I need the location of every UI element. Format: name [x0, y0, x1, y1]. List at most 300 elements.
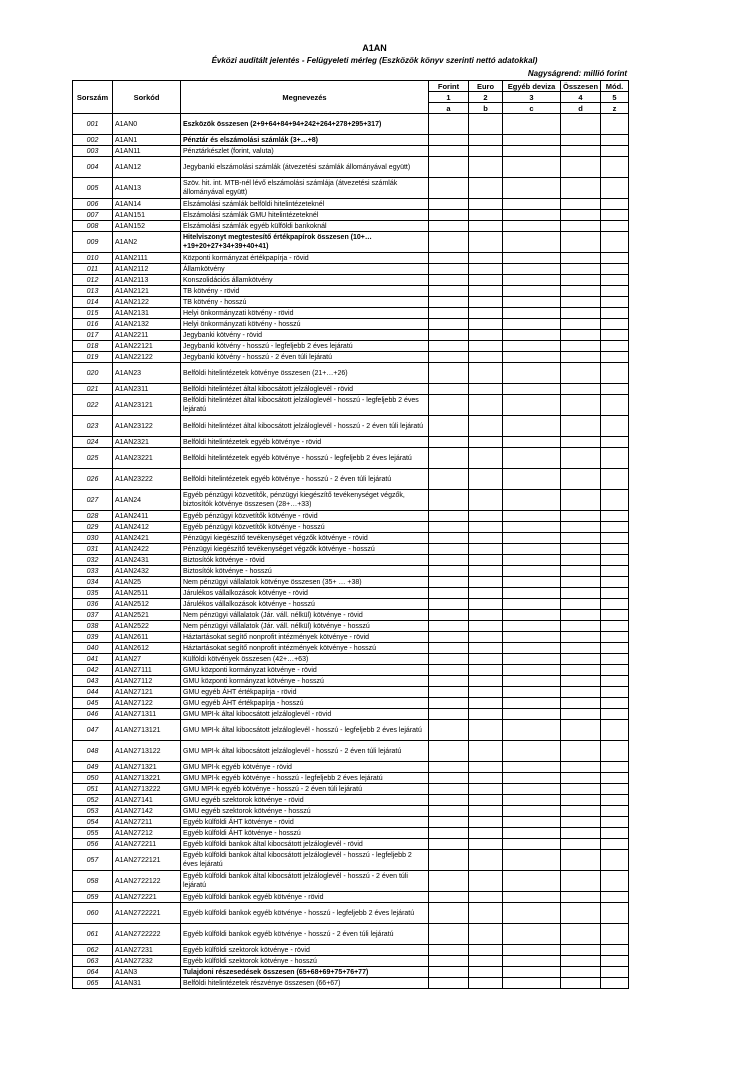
value-cell-egyeb-deviza[interactable] — [503, 157, 561, 178]
value-cell-forint[interactable] — [429, 839, 469, 850]
value-cell-osszesen[interactable] — [561, 817, 601, 828]
value-cell-osszesen[interactable] — [561, 511, 601, 522]
value-cell-forint[interactable] — [429, 773, 469, 784]
value-cell-osszesen[interactable] — [561, 665, 601, 676]
value-cell-euro[interactable] — [469, 709, 503, 720]
value-cell-osszesen[interactable] — [561, 676, 601, 687]
value-cell-egyeb-deviza[interactable] — [503, 544, 561, 555]
value-cell-mod[interactable] — [601, 828, 629, 839]
value-cell-osszesen[interactable] — [561, 469, 601, 490]
value-cell-euro[interactable] — [469, 850, 503, 871]
value-cell-mod[interactable] — [601, 806, 629, 817]
value-cell-mod[interactable] — [601, 978, 629, 989]
value-cell-euro[interactable] — [469, 264, 503, 275]
value-cell-forint[interactable] — [429, 157, 469, 178]
value-cell-forint[interactable] — [429, 967, 469, 978]
value-cell-osszesen[interactable] — [561, 533, 601, 544]
value-cell-mod[interactable] — [601, 135, 629, 146]
value-cell-forint[interactable] — [429, 784, 469, 795]
value-cell-egyeb-deviza[interactable] — [503, 319, 561, 330]
value-cell-euro[interactable] — [469, 232, 503, 253]
value-cell-mod[interactable] — [601, 253, 629, 264]
value-cell-euro[interactable] — [469, 199, 503, 210]
value-cell-euro[interactable] — [469, 363, 503, 384]
value-cell-osszesen[interactable] — [561, 363, 601, 384]
value-cell-osszesen[interactable] — [561, 643, 601, 654]
value-cell-euro[interactable] — [469, 437, 503, 448]
value-cell-euro[interactable] — [469, 511, 503, 522]
value-cell-euro[interactable] — [469, 892, 503, 903]
value-cell-euro[interactable] — [469, 945, 503, 956]
value-cell-osszesen[interactable] — [561, 773, 601, 784]
value-cell-mod[interactable] — [601, 511, 629, 522]
value-cell-euro[interactable] — [469, 490, 503, 511]
value-cell-egyeb-deviza[interactable] — [503, 221, 561, 232]
value-cell-osszesen[interactable] — [561, 850, 601, 871]
value-cell-egyeb-deviza[interactable] — [503, 146, 561, 157]
value-cell-egyeb-deviza[interactable] — [503, 588, 561, 599]
value-cell-egyeb-deviza[interactable] — [503, 178, 561, 199]
value-cell-euro[interactable] — [469, 146, 503, 157]
value-cell-egyeb-deviza[interactable] — [503, 448, 561, 469]
value-cell-osszesen[interactable] — [561, 319, 601, 330]
value-cell-euro[interactable] — [469, 903, 503, 924]
value-cell-forint[interactable] — [429, 762, 469, 773]
value-cell-egyeb-deviza[interactable] — [503, 956, 561, 967]
value-cell-forint[interactable] — [429, 687, 469, 698]
value-cell-osszesen[interactable] — [561, 395, 601, 416]
value-cell-forint[interactable] — [429, 308, 469, 319]
value-cell-forint[interactable] — [429, 741, 469, 762]
value-cell-mod[interactable] — [601, 297, 629, 308]
value-cell-forint[interactable] — [429, 610, 469, 621]
value-cell-mod[interactable] — [601, 924, 629, 945]
value-cell-forint[interactable] — [429, 341, 469, 352]
value-cell-euro[interactable] — [469, 762, 503, 773]
value-cell-forint[interactable] — [429, 643, 469, 654]
value-cell-egyeb-deviza[interactable] — [503, 341, 561, 352]
value-cell-egyeb-deviza[interactable] — [503, 978, 561, 989]
value-cell-euro[interactable] — [469, 135, 503, 146]
value-cell-osszesen[interactable] — [561, 709, 601, 720]
value-cell-egyeb-deviza[interactable] — [503, 967, 561, 978]
value-cell-euro[interactable] — [469, 319, 503, 330]
value-cell-osszesen[interactable] — [561, 221, 601, 232]
value-cell-euro[interactable] — [469, 577, 503, 588]
value-cell-mod[interactable] — [601, 795, 629, 806]
value-cell-mod[interactable] — [601, 544, 629, 555]
value-cell-mod[interactable] — [601, 330, 629, 341]
value-cell-egyeb-deviza[interactable] — [503, 709, 561, 720]
value-cell-osszesen[interactable] — [561, 199, 601, 210]
value-cell-osszesen[interactable] — [561, 720, 601, 741]
value-cell-euro[interactable] — [469, 871, 503, 892]
value-cell-osszesen[interactable] — [561, 135, 601, 146]
value-cell-forint[interactable] — [429, 363, 469, 384]
value-cell-forint[interactable] — [429, 795, 469, 806]
value-cell-forint[interactable] — [429, 522, 469, 533]
value-cell-mod[interactable] — [601, 632, 629, 643]
value-cell-euro[interactable] — [469, 687, 503, 698]
value-cell-forint[interactable] — [429, 709, 469, 720]
value-cell-mod[interactable] — [601, 232, 629, 253]
value-cell-osszesen[interactable] — [561, 903, 601, 924]
value-cell-osszesen[interactable] — [561, 352, 601, 363]
value-cell-egyeb-deviza[interactable] — [503, 416, 561, 437]
value-cell-mod[interactable] — [601, 221, 629, 232]
value-cell-egyeb-deviza[interactable] — [503, 698, 561, 709]
value-cell-osszesen[interactable] — [561, 588, 601, 599]
value-cell-osszesen[interactable] — [561, 555, 601, 566]
value-cell-egyeb-deviza[interactable] — [503, 566, 561, 577]
value-cell-egyeb-deviza[interactable] — [503, 687, 561, 698]
value-cell-euro[interactable] — [469, 157, 503, 178]
value-cell-osszesen[interactable] — [561, 654, 601, 665]
value-cell-mod[interactable] — [601, 577, 629, 588]
value-cell-forint[interactable] — [429, 286, 469, 297]
value-cell-forint[interactable] — [429, 665, 469, 676]
value-cell-euro[interactable] — [469, 253, 503, 264]
value-cell-osszesen[interactable] — [561, 146, 601, 157]
value-cell-osszesen[interactable] — [561, 210, 601, 221]
value-cell-osszesen[interactable] — [561, 839, 601, 850]
value-cell-forint[interactable] — [429, 352, 469, 363]
value-cell-forint[interactable] — [429, 275, 469, 286]
value-cell-egyeb-deviza[interactable] — [503, 135, 561, 146]
value-cell-egyeb-deviza[interactable] — [503, 632, 561, 643]
value-cell-mod[interactable] — [601, 762, 629, 773]
value-cell-mod[interactable] — [601, 157, 629, 178]
value-cell-mod[interactable] — [601, 850, 629, 871]
value-cell-mod[interactable] — [601, 286, 629, 297]
value-cell-forint[interactable] — [429, 945, 469, 956]
value-cell-euro[interactable] — [469, 384, 503, 395]
value-cell-mod[interactable] — [601, 817, 629, 828]
value-cell-egyeb-deviza[interactable] — [503, 232, 561, 253]
value-cell-osszesen[interactable] — [561, 795, 601, 806]
value-cell-euro[interactable] — [469, 665, 503, 676]
value-cell-euro[interactable] — [469, 533, 503, 544]
value-cell-osszesen[interactable] — [561, 806, 601, 817]
value-cell-mod[interactable] — [601, 741, 629, 762]
value-cell-osszesen[interactable] — [561, 286, 601, 297]
value-cell-forint[interactable] — [429, 114, 469, 135]
value-cell-mod[interactable] — [601, 522, 629, 533]
value-cell-euro[interactable] — [469, 522, 503, 533]
value-cell-euro[interactable] — [469, 448, 503, 469]
value-cell-euro[interactable] — [469, 341, 503, 352]
value-cell-euro[interactable] — [469, 275, 503, 286]
value-cell-euro[interactable] — [469, 178, 503, 199]
value-cell-egyeb-deviza[interactable] — [503, 924, 561, 945]
value-cell-forint[interactable] — [429, 253, 469, 264]
value-cell-forint[interactable] — [429, 330, 469, 341]
value-cell-osszesen[interactable] — [561, 687, 601, 698]
value-cell-mod[interactable] — [601, 395, 629, 416]
value-cell-mod[interactable] — [601, 384, 629, 395]
value-cell-egyeb-deviza[interactable] — [503, 720, 561, 741]
value-cell-euro[interactable] — [469, 643, 503, 654]
value-cell-osszesen[interactable] — [561, 762, 601, 773]
value-cell-mod[interactable] — [601, 448, 629, 469]
value-cell-mod[interactable] — [601, 178, 629, 199]
value-cell-osszesen[interactable] — [561, 416, 601, 437]
value-cell-euro[interactable] — [469, 610, 503, 621]
value-cell-egyeb-deviza[interactable] — [503, 599, 561, 610]
value-cell-egyeb-deviza[interactable] — [503, 522, 561, 533]
value-cell-forint[interactable] — [429, 146, 469, 157]
value-cell-euro[interactable] — [469, 599, 503, 610]
value-cell-euro[interactable] — [469, 773, 503, 784]
value-cell-osszesen[interactable] — [561, 437, 601, 448]
value-cell-mod[interactable] — [601, 773, 629, 784]
value-cell-egyeb-deviza[interactable] — [503, 817, 561, 828]
value-cell-euro[interactable] — [469, 828, 503, 839]
value-cell-egyeb-deviza[interactable] — [503, 621, 561, 632]
value-cell-euro[interactable] — [469, 924, 503, 945]
value-cell-forint[interactable] — [429, 395, 469, 416]
value-cell-osszesen[interactable] — [561, 341, 601, 352]
value-cell-mod[interactable] — [601, 945, 629, 956]
value-cell-forint[interactable] — [429, 806, 469, 817]
value-cell-mod[interactable] — [601, 784, 629, 795]
value-cell-mod[interactable] — [601, 709, 629, 720]
value-cell-osszesen[interactable] — [561, 544, 601, 555]
value-cell-osszesen[interactable] — [561, 698, 601, 709]
value-cell-osszesen[interactable] — [561, 599, 601, 610]
value-cell-egyeb-deviza[interactable] — [503, 533, 561, 544]
value-cell-mod[interactable] — [601, 555, 629, 566]
value-cell-forint[interactable] — [429, 135, 469, 146]
value-cell-mod[interactable] — [601, 610, 629, 621]
value-cell-euro[interactable] — [469, 784, 503, 795]
value-cell-mod[interactable] — [601, 687, 629, 698]
value-cell-osszesen[interactable] — [561, 275, 601, 286]
value-cell-forint[interactable] — [429, 698, 469, 709]
value-cell-egyeb-deviza[interactable] — [503, 903, 561, 924]
value-cell-osszesen[interactable] — [561, 330, 601, 341]
value-cell-mod[interactable] — [601, 319, 629, 330]
value-cell-mod[interactable] — [601, 490, 629, 511]
value-cell-mod[interactable] — [601, 469, 629, 490]
value-cell-euro[interactable] — [469, 741, 503, 762]
value-cell-euro[interactable] — [469, 555, 503, 566]
value-cell-euro[interactable] — [469, 297, 503, 308]
value-cell-forint[interactable] — [429, 599, 469, 610]
value-cell-euro[interactable] — [469, 286, 503, 297]
value-cell-egyeb-deviza[interactable] — [503, 643, 561, 654]
value-cell-osszesen[interactable] — [561, 741, 601, 762]
value-cell-mod[interactable] — [601, 264, 629, 275]
value-cell-egyeb-deviza[interactable] — [503, 363, 561, 384]
value-cell-osszesen[interactable] — [561, 577, 601, 588]
value-cell-forint[interactable] — [429, 828, 469, 839]
value-cell-forint[interactable] — [429, 210, 469, 221]
value-cell-euro[interactable] — [469, 720, 503, 741]
value-cell-mod[interactable] — [601, 566, 629, 577]
value-cell-forint[interactable] — [429, 469, 469, 490]
value-cell-forint[interactable] — [429, 924, 469, 945]
value-cell-euro[interactable] — [469, 632, 503, 643]
value-cell-osszesen[interactable] — [561, 253, 601, 264]
value-cell-osszesen[interactable] — [561, 522, 601, 533]
value-cell-osszesen[interactable] — [561, 828, 601, 839]
value-cell-forint[interactable] — [429, 577, 469, 588]
value-cell-forint[interactable] — [429, 892, 469, 903]
value-cell-osszesen[interactable] — [561, 297, 601, 308]
value-cell-forint[interactable] — [429, 632, 469, 643]
value-cell-egyeb-deviza[interactable] — [503, 114, 561, 135]
value-cell-mod[interactable] — [601, 308, 629, 319]
value-cell-euro[interactable] — [469, 469, 503, 490]
value-cell-mod[interactable] — [601, 720, 629, 741]
value-cell-egyeb-deviza[interactable] — [503, 384, 561, 395]
value-cell-forint[interactable] — [429, 297, 469, 308]
value-cell-osszesen[interactable] — [561, 157, 601, 178]
value-cell-egyeb-deviza[interactable] — [503, 665, 561, 676]
value-cell-egyeb-deviza[interactable] — [503, 850, 561, 871]
value-cell-mod[interactable] — [601, 533, 629, 544]
value-cell-osszesen[interactable] — [561, 967, 601, 978]
value-cell-egyeb-deviza[interactable] — [503, 741, 561, 762]
value-cell-egyeb-deviza[interactable] — [503, 297, 561, 308]
value-cell-mod[interactable] — [601, 967, 629, 978]
value-cell-egyeb-deviza[interactable] — [503, 828, 561, 839]
value-cell-mod[interactable] — [601, 839, 629, 850]
value-cell-mod[interactable] — [601, 903, 629, 924]
value-cell-euro[interactable] — [469, 352, 503, 363]
value-cell-osszesen[interactable] — [561, 632, 601, 643]
value-cell-euro[interactable] — [469, 114, 503, 135]
value-cell-mod[interactable] — [601, 275, 629, 286]
value-cell-euro[interactable] — [469, 210, 503, 221]
value-cell-mod[interactable] — [601, 199, 629, 210]
value-cell-osszesen[interactable] — [561, 566, 601, 577]
value-cell-osszesen[interactable] — [561, 384, 601, 395]
value-cell-forint[interactable] — [429, 448, 469, 469]
value-cell-egyeb-deviza[interactable] — [503, 610, 561, 621]
value-cell-egyeb-deviza[interactable] — [503, 806, 561, 817]
value-cell-egyeb-deviza[interactable] — [503, 395, 561, 416]
value-cell-mod[interactable] — [601, 210, 629, 221]
value-cell-mod[interactable] — [601, 892, 629, 903]
value-cell-egyeb-deviza[interactable] — [503, 871, 561, 892]
value-cell-forint[interactable] — [429, 384, 469, 395]
value-cell-egyeb-deviza[interactable] — [503, 577, 561, 588]
value-cell-mod[interactable] — [601, 437, 629, 448]
value-cell-egyeb-deviza[interactable] — [503, 308, 561, 319]
value-cell-euro[interactable] — [469, 588, 503, 599]
value-cell-osszesen[interactable] — [561, 178, 601, 199]
value-cell-mod[interactable] — [601, 956, 629, 967]
value-cell-forint[interactable] — [429, 178, 469, 199]
value-cell-euro[interactable] — [469, 839, 503, 850]
value-cell-euro[interactable] — [469, 967, 503, 978]
value-cell-egyeb-deviza[interactable] — [503, 839, 561, 850]
value-cell-forint[interactable] — [429, 978, 469, 989]
value-cell-osszesen[interactable] — [561, 448, 601, 469]
value-cell-euro[interactable] — [469, 654, 503, 665]
value-cell-euro[interactable] — [469, 621, 503, 632]
value-cell-euro[interactable] — [469, 416, 503, 437]
value-cell-forint[interactable] — [429, 621, 469, 632]
value-cell-osszesen[interactable] — [561, 892, 601, 903]
value-cell-mod[interactable] — [601, 588, 629, 599]
value-cell-mod[interactable] — [601, 698, 629, 709]
value-cell-mod[interactable] — [601, 416, 629, 437]
value-cell-egyeb-deviza[interactable] — [503, 286, 561, 297]
value-cell-forint[interactable] — [429, 319, 469, 330]
value-cell-forint[interactable] — [429, 511, 469, 522]
value-cell-egyeb-deviza[interactable] — [503, 199, 561, 210]
value-cell-egyeb-deviza[interactable] — [503, 352, 561, 363]
value-cell-mod[interactable] — [601, 363, 629, 384]
value-cell-forint[interactable] — [429, 871, 469, 892]
value-cell-forint[interactable] — [429, 416, 469, 437]
value-cell-mod[interactable] — [601, 146, 629, 157]
value-cell-euro[interactable] — [469, 795, 503, 806]
value-cell-egyeb-deviza[interactable] — [503, 253, 561, 264]
value-cell-egyeb-deviza[interactable] — [503, 275, 561, 286]
value-cell-osszesen[interactable] — [561, 871, 601, 892]
value-cell-mod[interactable] — [601, 676, 629, 687]
value-cell-forint[interactable] — [429, 555, 469, 566]
value-cell-osszesen[interactable] — [561, 610, 601, 621]
value-cell-egyeb-deviza[interactable] — [503, 795, 561, 806]
value-cell-forint[interactable] — [429, 221, 469, 232]
value-cell-mod[interactable] — [601, 114, 629, 135]
value-cell-euro[interactable] — [469, 395, 503, 416]
value-cell-forint[interactable] — [429, 544, 469, 555]
value-cell-egyeb-deviza[interactable] — [503, 945, 561, 956]
value-cell-mod[interactable] — [601, 341, 629, 352]
value-cell-osszesen[interactable] — [561, 784, 601, 795]
value-cell-osszesen[interactable] — [561, 924, 601, 945]
value-cell-euro[interactable] — [469, 566, 503, 577]
value-cell-osszesen[interactable] — [561, 978, 601, 989]
value-cell-forint[interactable] — [429, 676, 469, 687]
value-cell-egyeb-deviza[interactable] — [503, 892, 561, 903]
value-cell-forint[interactable] — [429, 437, 469, 448]
value-cell-egyeb-deviza[interactable] — [503, 490, 561, 511]
value-cell-egyeb-deviza[interactable] — [503, 762, 561, 773]
value-cell-egyeb-deviza[interactable] — [503, 773, 561, 784]
value-cell-egyeb-deviza[interactable] — [503, 330, 561, 341]
value-cell-mod[interactable] — [601, 621, 629, 632]
value-cell-forint[interactable] — [429, 654, 469, 665]
value-cell-osszesen[interactable] — [561, 945, 601, 956]
value-cell-forint[interactable] — [429, 720, 469, 741]
value-cell-egyeb-deviza[interactable] — [503, 511, 561, 522]
value-cell-forint[interactable] — [429, 850, 469, 871]
value-cell-osszesen[interactable] — [561, 308, 601, 319]
value-cell-forint[interactable] — [429, 232, 469, 253]
value-cell-forint[interactable] — [429, 533, 469, 544]
value-cell-forint[interactable] — [429, 956, 469, 967]
value-cell-egyeb-deviza[interactable] — [503, 469, 561, 490]
value-cell-egyeb-deviza[interactable] — [503, 654, 561, 665]
value-cell-egyeb-deviza[interactable] — [503, 210, 561, 221]
value-cell-euro[interactable] — [469, 330, 503, 341]
value-cell-forint[interactable] — [429, 264, 469, 275]
value-cell-euro[interactable] — [469, 817, 503, 828]
value-cell-euro[interactable] — [469, 308, 503, 319]
value-cell-forint[interactable] — [429, 903, 469, 924]
value-cell-mod[interactable] — [601, 352, 629, 363]
value-cell-osszesen[interactable] — [561, 114, 601, 135]
value-cell-euro[interactable] — [469, 956, 503, 967]
value-cell-euro[interactable] — [469, 544, 503, 555]
